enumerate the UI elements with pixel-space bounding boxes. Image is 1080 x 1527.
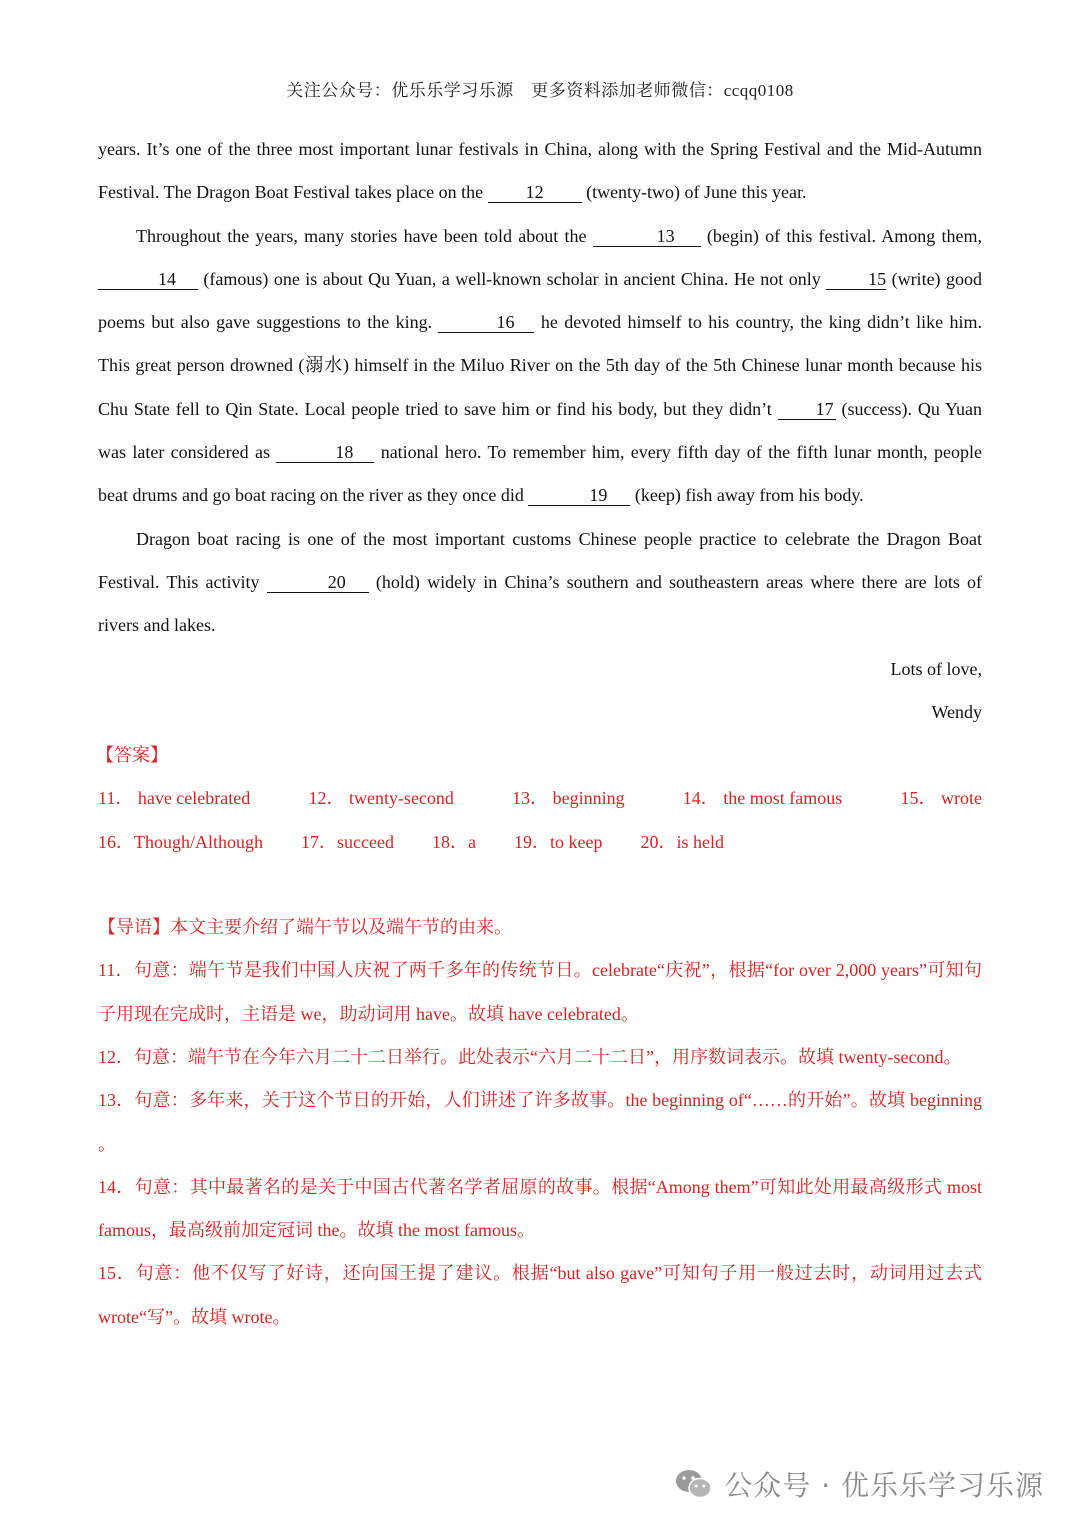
answer-heading: 【答案】 (96, 745, 168, 766)
letter-closing: Lots of love, (890, 658, 982, 679)
wechat-icon (674, 1467, 714, 1501)
passage-text: national hero. To remember him, every fifth day of the fifth lunar month, people beat drums and go boat racing on the river as they once did (98, 442, 982, 506)
answer-item: 13． beginning (512, 788, 625, 809)
passage-text: (famous) one is about Qu Yuan, a well-known scholar in ancient China. He not only (198, 268, 827, 289)
blank-12: 12 (488, 182, 582, 203)
passage-text: he devoted himself to his country, the king didn’t like him. This great person drowned (溺水) himself in the Miluo River on the 5th day of the 5th Chinese lunar month because his Chu State fell to Qin State. Local people tried to save him or find his body, but they didn’t (98, 312, 983, 419)
passage-paragraph-3 (98, 518, 982, 648)
passage-text: Dragon boat racing is one of the most important customs Chinese people practice to celebrate the Dragon Boat Festival. This activity (98, 528, 982, 592)
guide-note: 【导语】本文主要介绍了端午节以及端午节的由来。 (98, 917, 512, 938)
passage-text: (write) good poems but also gave suggestions to the king. (98, 268, 982, 333)
blank-16: 16 (438, 312, 534, 333)
document-body (98, 128, 982, 1339)
passage-text: (success). Qu Yuan was later considered as (98, 398, 983, 463)
letter-signature: Wendy (931, 701, 982, 722)
blank-17: 17 (778, 399, 836, 420)
answer-row-2 (98, 821, 982, 864)
answer-item: 19．to keep (513, 831, 603, 852)
explanation-14: 14．句意：其中最著名的是关于中国古代著名学者屈原的故事。根据“Among them”可知此处用最高级形式 most famous，最高级前加定冠词 the。故填 the most famous。 (98, 1176, 982, 1241)
passage-paragraph-1 (98, 128, 982, 215)
answer-item: 15． wrote (900, 788, 982, 809)
answer-row-1 (98, 777, 982, 820)
explanation-12: 12．句意：端午节在今年六月二十二日举行。此处表示“六月二十二日”，用序数词表示。故填 twenty-second。 (98, 1046, 962, 1067)
blank-19: 19 (528, 485, 630, 506)
passage-paragraph-2 (98, 215, 982, 518)
answer-item: 14． the most famous (682, 788, 843, 809)
passage-text: (begin) of this festival. Among them, (700, 225, 982, 246)
answer-item: 18．a (431, 831, 476, 852)
page-header: 关注公众号：优乐乐学习乐源 更多资料添加老师微信：ccqq0108 (286, 81, 794, 100)
passage-text: (twenty-two) of June this year. (581, 182, 807, 203)
blank-18: 18 (276, 442, 374, 463)
watermark (674, 1462, 1044, 1506)
watermark-text: 公众号 · 优乐乐学习乐源 (724, 1469, 1044, 1502)
blank-13: 13 (593, 226, 701, 247)
passage-text: years. It’s one of the three most important lunar festivals in China, along with the Spring Festival and the Mid-Autumn Festival. The Dragon Boat Festival takes place on the (98, 139, 982, 203)
explanation-13: 13．句意：多年来，关于这个节日的开始，人们讲述了许多故事。the beginning of“……的开始”。故填 beginning 。 (98, 1090, 982, 1154)
answer-item: 16．Though/Although (98, 831, 263, 852)
answer-item: 11． have celebrated (98, 788, 251, 809)
passage-text: (keep) fish away from his body. (630, 485, 864, 506)
blank-20: 20 (267, 572, 369, 593)
answer-item: 12． twenty-second (308, 788, 454, 809)
passage-text: (hold) widely in China’s southern and southeastern areas where there are lots of rivers and lakes. (98, 571, 983, 636)
answer-item: 17．succeed (301, 831, 394, 852)
passage-text: Throughout the years, many stories have been told about the (136, 225, 593, 246)
explanation-11: 11．句意：端午节是我们中国人庆祝了两千多年的传统节日。celebrate“庆祝”，根据“for over 2,000 years”可知句子用现在完成时，主语是 we，助动词用 have。故填 have celebrated。 (98, 960, 982, 1024)
blank-15: 15 (826, 269, 886, 290)
blank-14: 14 (98, 269, 198, 290)
explanation-15: 15．句意：他不仅写了好诗，还向国王提了建议。根据“but also gave”可知句子用一般过去时，动词用过去式 wrote“写”。故填 wrote。 (98, 1263, 982, 1327)
answer-item: 20．is held (640, 831, 724, 852)
